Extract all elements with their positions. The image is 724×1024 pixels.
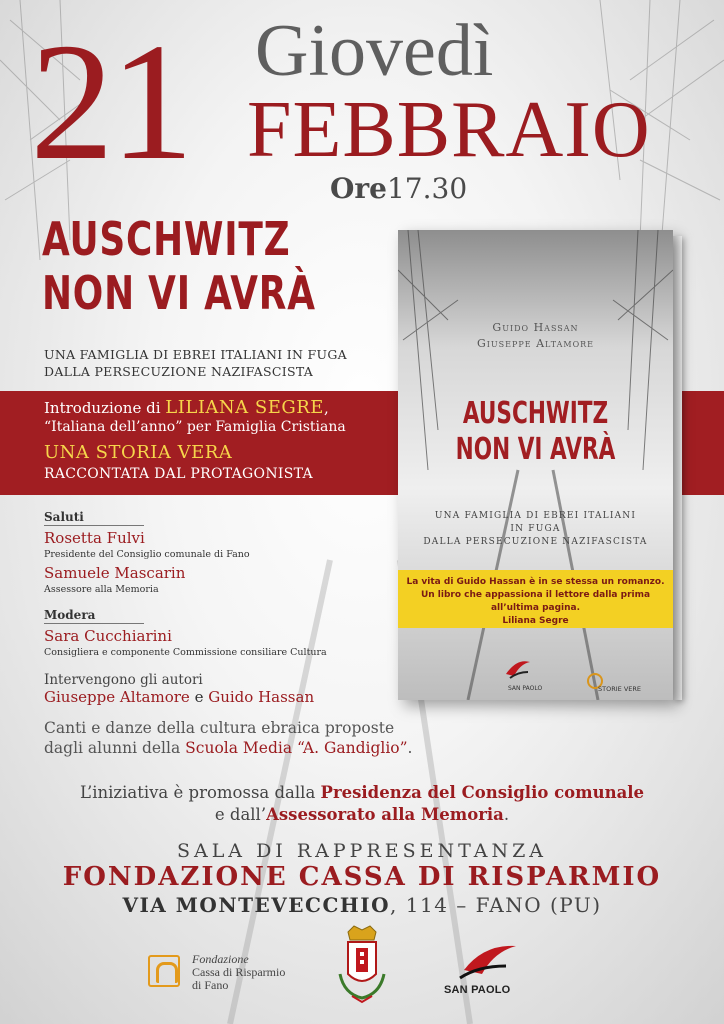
songs-section	[44, 718, 412, 758]
intro-line	[44, 398, 346, 418]
book-cover	[398, 230, 673, 700]
book-series: STORIE VERE	[598, 685, 641, 693]
san-paolo-logo-icon	[458, 940, 518, 982]
book-title-line-2: NON VI AVRÀ	[455, 432, 616, 467]
book-authors	[398, 320, 673, 352]
event-month: FEBBRAIO	[247, 86, 651, 174]
book-quote-band	[398, 570, 673, 628]
greetings-section	[44, 510, 250, 596]
venue-street: VIA MONTEVECCHIO	[122, 893, 391, 917]
speakers-label: Intervengono gli autori	[44, 672, 203, 688]
event-day: 21	[30, 9, 190, 195]
songs-prefix: dagli alunni della	[44, 739, 181, 757]
promotion-text	[0, 782, 724, 826]
subtitle-line-2: DALLA PERSECUZIONE NAZIFASCISTA	[44, 364, 314, 379]
greeting-role-2: Assessore alla Memoria	[44, 584, 159, 595]
moderator-section	[44, 608, 327, 659]
book-sub-line-3: DALLA PERSECUZIONE NAZIFASCISTA	[423, 537, 648, 547]
speaker-1: Giuseppe Altamore	[44, 688, 190, 706]
fondazione-mark-icon	[148, 955, 180, 987]
songs-suffix: .	[407, 739, 413, 757]
time-value: 17.30	[386, 172, 468, 205]
book-quote-line-2: Un libro che appassiona il lettore dalla prima all’ultima pagina.	[420, 590, 651, 613]
book-author-1: Guido Hassan	[492, 321, 579, 334]
book-publisher: SAN PAOLO	[508, 685, 543, 692]
book-spine	[673, 236, 682, 700]
fondazione-line-1: Fondazione	[192, 952, 249, 966]
promo-line2-prefix: e dall’	[214, 805, 267, 824]
intro-suffix: ,	[323, 399, 329, 417]
band-text	[44, 398, 346, 482]
event-time	[330, 172, 467, 205]
book-sub-line-2: IN FUGA	[510, 524, 561, 534]
greeting-role-1: Presidente del Consiglio comunale di Fano	[44, 549, 250, 560]
book-author-2: Giuseppe Altamore	[476, 337, 594, 350]
songs-school: Scuola Media “A. Gandiglio”	[185, 739, 408, 757]
event-weekday: Giovedì	[255, 10, 494, 92]
time-prefix: Ore	[330, 172, 387, 205]
songs-line-1: Canti e danze della cultura ebraica proposte	[44, 719, 395, 737]
story-subtitle: RACCONTATA DAL PROTAGONISTA	[44, 466, 313, 482]
story-title: UNA STORIA VERA	[44, 442, 233, 463]
book-title-line-1: AUSCHWITZ	[462, 396, 609, 431]
moderator-role: Consigliera e componente Commissione consiliare Cultura	[44, 647, 327, 658]
event-subtitle	[44, 346, 347, 380]
promo-line2-suffix: .	[503, 805, 510, 824]
greeting-name-1: Rosetta Fulvi	[44, 529, 145, 547]
intro-prefix: Introduzione di	[44, 399, 161, 417]
san-paolo-logo	[440, 940, 520, 1000]
promo-line2-highlight: Assessorato alla Memoria	[266, 805, 504, 824]
title-line-1: AUSCHWITZ	[42, 212, 291, 266]
subtitle-line-1: UNA FAMIGLIA DI EBREI ITALIANI IN FUGA	[44, 347, 347, 362]
moderator-label: Modera	[44, 608, 144, 624]
promo-line-2	[0, 804, 724, 826]
event-title	[42, 212, 316, 320]
intro-line-2: “Italiana dell’anno” per Famiglia Cristiana	[44, 419, 346, 435]
moderator-name: Sara Cucchiarini	[44, 627, 172, 645]
promo-line1-prefix: L’iniziativa è promossa dalla	[79, 783, 316, 802]
speakers-section	[44, 672, 314, 706]
intro-name: LILIANA SEGRE	[165, 397, 324, 418]
speaker-2: Guido Hassan	[208, 688, 315, 706]
venue-address-rest: , 114 – FANO (PU)	[390, 893, 602, 917]
speakers-line	[44, 688, 314, 706]
promo-line1-highlight: Presidenza del Consiglio comunale	[320, 783, 645, 802]
fondazione-logo-text	[192, 953, 332, 992]
speakers-and: e	[194, 688, 204, 706]
title-line-2: NON VI AVRÀ	[42, 266, 316, 320]
book-quote-line-1: La vita di Guido Hassan è in se stessa un romanzo.	[406, 577, 665, 587]
book-title	[437, 396, 635, 468]
greeting-name-2: Samuele Mascarin	[44, 564, 186, 582]
greetings-label: Saluti	[44, 510, 144, 526]
book-subtitle	[398, 510, 673, 549]
venue-room: SALA DI RAPPRESENTANZA	[176, 840, 548, 862]
comune-fano-coat-of-arms-icon	[334, 924, 390, 1006]
book-sub-line-1: UNA FAMIGLIA DI EBREI ITALIANI	[434, 511, 637, 521]
songs-line-2	[44, 738, 412, 758]
venue-name: FONDAZIONE CASSA DI RISPARMIO	[62, 862, 662, 892]
san-paolo-book-logo-icon	[502, 654, 532, 684]
fondazione-line-2: Cassa di Risparmio	[192, 965, 286, 979]
book-quote-author: Liliana Segre	[502, 616, 569, 626]
fondazione-line-3: di Fano	[192, 978, 229, 992]
venue-address	[0, 893, 724, 917]
san-paolo-logo-label: SAN PAOLO	[444, 984, 511, 996]
promo-line-1	[0, 782, 724, 804]
